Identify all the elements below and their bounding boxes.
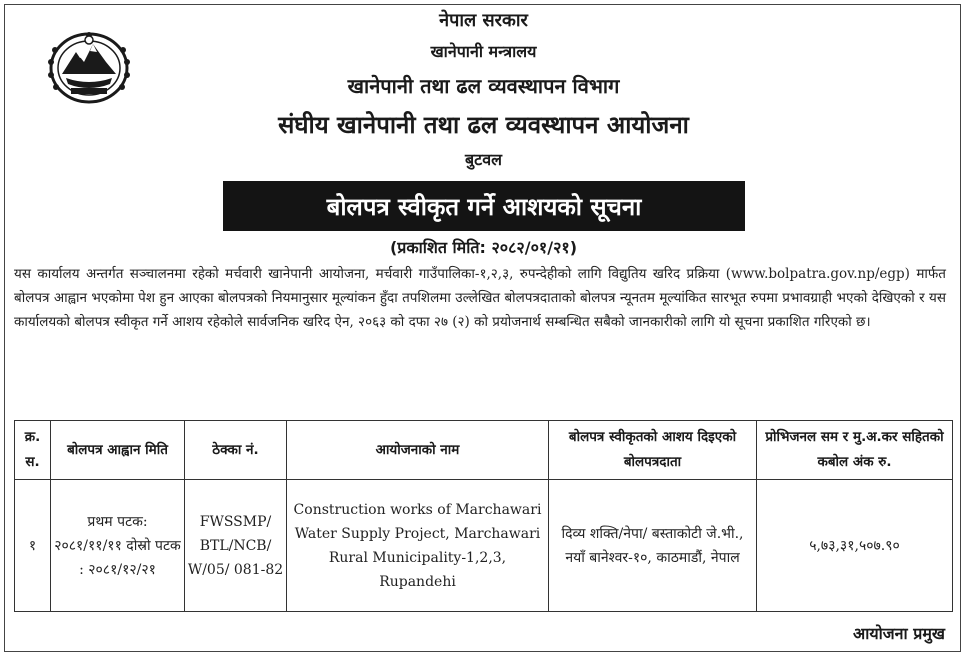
notice-title: बोलपत्र स्वीकृत गर्ने आशयको सूचना (326, 192, 642, 221)
col-contract-number: ठेक्का नं. (185, 421, 287, 480)
col-bid-amount: प्रोभिजनल सम र मु.अ.कर सहितको कबोल अंक रु. (757, 421, 953, 480)
cell-serial-number: १ (15, 480, 51, 612)
cell-bid-amount: ५,७३,३१,५०७.९० (757, 480, 953, 612)
col-project-name: आयोजनाको नाम (287, 421, 549, 480)
cell-bidder: दिव्य शक्ति/नेपा/ बस्ताकोटी जे.भी., नयाँ बानेश्वर-१०, काठमाडौं, नेपाल (549, 480, 757, 612)
office-location: बुटवल (465, 150, 502, 169)
ministry-name: खानेपानी मन्त्रालय (430, 42, 537, 61)
signature-title: आयोजना प्रमुख (852, 624, 945, 643)
cell-project-name: Construction works of Marchawari Water Supply Project, Marchawari Rural Municipality-1,2,3, Rupandehi (287, 480, 549, 612)
award-table (14, 420, 953, 612)
col-bidder: बोलपत्र स्वीकृतको आशय दिइएको बोलपत्रदाता (549, 421, 757, 480)
published-date: (प्रकाशित मिति: २०८२/०१/२१) (389, 238, 578, 257)
table-row (15, 480, 953, 612)
notice-body: यस कार्यालय अन्तर्गत सञ्चालनमा रहेको मर्चवारी खानेपानी आयोजना, मर्चवारी गाउँपालिका-१,२,३, रुपन्देहीको लागि विद्युतिय खरिद प्रक्रिया (www.bolpatra.gov.np/egp) मार्फत बोलपत्र आह्वान भएकोमा पेश हुन आएका बोलपत्रको नियमानुसार मूल्यांकन हुँदा तपशिलमा उल्लेखित बोलपत्रदाताको बोलपत्र न्यूनतम मूल्यांकित सारभूत रुपमा प्रभावग्राही भएको देखिएको र यस कार्यालयको बोलपत्र स्वीकृत गर्ने आशय रहेकोले सार्वजनिक खरिद ऐन, २०६३ को दफा २७ (२) को प्रयोजनार्थ सम्बन्धित सबैको जानकारीको लागि यो सूचना प्रकाशित गरिएको छ। (14, 266, 946, 330)
col-serial-number: क्र. स. (15, 421, 51, 480)
table-header-row (15, 421, 953, 480)
notice-title-banner (223, 181, 745, 231)
cell-invite-date: प्रथम पटक: २०८१/११/११ दोस्रो पटक : २०८१/१२/२१ (51, 480, 185, 612)
department-name: खानेपानी तथा ढल व्यवस्थापन विभाग (347, 74, 620, 98)
project-office-name: संघीय खानेपानी तथा ढल व्यवस्थापन आयोजना (278, 111, 689, 139)
col-invite-date: बोलपत्र आह्वान मिति (51, 421, 185, 480)
cell-contract-number: FWSSMP/ BTL/NCB/ W/05/ 081-82 (185, 480, 287, 612)
government-name: नेपाल सरकार (439, 10, 528, 31)
